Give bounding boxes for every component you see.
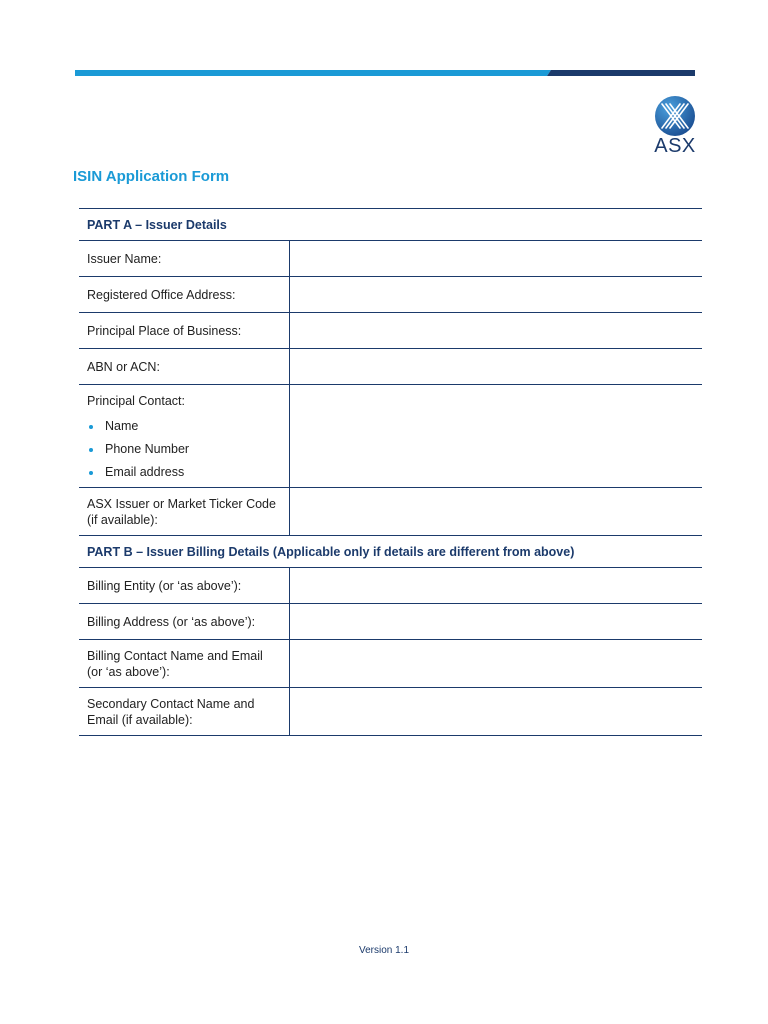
billing-address-label: Billing Address (or ‘as above’): — [79, 604, 290, 640]
part-a-heading: PART A – Issuer Details — [79, 209, 702, 241]
form-title: ISIN Application Form — [73, 168, 230, 185]
abn-or-acn-label: ABN or ACN: — [79, 349, 290, 385]
part-b-heading: PART B – Issuer Billing Details (Applicable only if details are different from above) — [79, 536, 702, 568]
principal-contact-cell — [79, 385, 290, 488]
registered-office-address-label: Registered Office Address: — [79, 277, 290, 313]
asx-logo-text: ASX — [654, 135, 696, 157]
principal-contact-label: Principal Contact: — [87, 394, 185, 408]
ticker-code-label: ASX Issuer or Market Ticker Code (if available): — [79, 488, 290, 536]
registered-office-address-field[interactable] — [290, 277, 703, 313]
table-row — [79, 349, 702, 385]
application-form-table — [79, 208, 702, 736]
table-row — [79, 241, 702, 277]
principal-contact-list — [87, 415, 281, 484]
asx-logo-mark-icon — [654, 95, 696, 137]
table-row — [79, 568, 702, 604]
list-item: Name — [87, 415, 281, 438]
header-color-bar — [75, 70, 695, 76]
issuer-name-label: Issuer Name: — [79, 241, 290, 277]
billing-contact-label: Billing Contact Name and Email (or ‘as above’): — [79, 640, 290, 688]
list-item: Phone Number — [87, 438, 281, 461]
billing-entity-label: Billing Entity (or ‘as above’): — [79, 568, 290, 604]
part-b-heading-row — [79, 536, 702, 568]
part-a-heading-row — [79, 209, 702, 241]
version-label: Version 1.1 — [358, 945, 410, 956]
table-row — [79, 640, 702, 688]
table-row — [79, 313, 702, 349]
billing-entity-field[interactable] — [290, 568, 703, 604]
list-item: Email address — [87, 461, 281, 484]
abn-or-acn-field[interactable] — [290, 349, 703, 385]
principal-place-of-business-field[interactable] — [290, 313, 703, 349]
table-row — [79, 688, 702, 736]
secondary-contact-label: Secondary Contact Name and Email (if available): — [79, 688, 290, 736]
table-row — [79, 488, 702, 536]
billing-address-field[interactable] — [290, 604, 703, 640]
billing-contact-field[interactable] — [290, 640, 703, 688]
principal-contact-field[interactable] — [290, 385, 703, 488]
table-row — [79, 385, 702, 488]
secondary-contact-field[interactable] — [290, 688, 703, 736]
table-row — [79, 277, 702, 313]
table-row — [79, 604, 702, 640]
asx-logo — [650, 95, 700, 160]
ticker-code-field[interactable] — [290, 488, 703, 536]
issuer-name-field[interactable] — [290, 241, 703, 277]
principal-place-of-business-label: Principal Place of Business: — [79, 313, 290, 349]
